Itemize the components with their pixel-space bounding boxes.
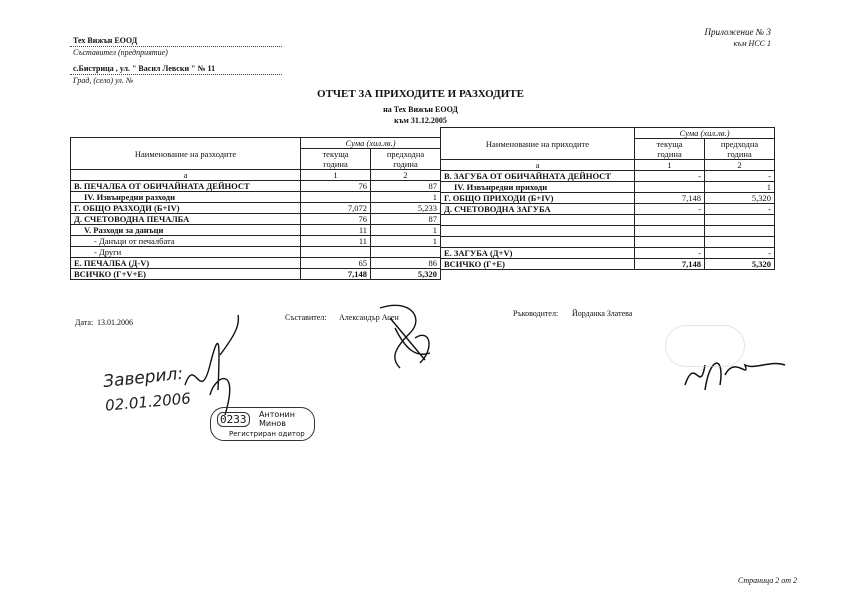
income-row	[441, 237, 775, 248]
expenses-row	[71, 225, 441, 236]
auditor-stamp-caption: Регистриран одитор	[229, 430, 305, 438]
income-row-label	[441, 237, 635, 248]
income-row-previous	[705, 226, 775, 237]
expenses-table	[70, 137, 441, 280]
income-index-1: 1	[635, 160, 705, 171]
expenses-row	[71, 181, 441, 192]
compiler-label: Съставител:	[285, 313, 327, 322]
company-underline	[70, 46, 282, 47]
expenses-row	[71, 258, 441, 269]
income-sum-header: Сума (хил.лв.)	[635, 128, 775, 139]
expenses-row-label: Д. СЧЕТОВОДНА ПЕЧАЛБА	[71, 214, 301, 225]
expenses-index-a: а	[71, 170, 301, 181]
income-row-previous: 5,320	[705, 259, 775, 270]
expenses-row-label: - Данъци от печалбата	[71, 236, 301, 247]
income-row-previous	[705, 237, 775, 248]
income-row-previous: -	[705, 248, 775, 259]
income-row-current: -	[635, 171, 705, 182]
income-row-previous	[705, 215, 775, 226]
certified-handwriting: Заверил:	[102, 363, 185, 393]
income-row-current	[635, 215, 705, 226]
expenses-row-previous: 5,233	[371, 203, 441, 214]
company-name: Тех Вижън ЕООД	[73, 36, 138, 45]
income-row	[441, 182, 775, 193]
expenses-current-header-1: текуща	[322, 149, 349, 159]
income-row-current	[635, 226, 705, 237]
page-number: Страница 2 от 2	[737, 576, 797, 585]
expenses-row-current: 11	[301, 236, 371, 247]
expenses-row-current	[301, 192, 371, 203]
expenses-row-previous	[371, 247, 441, 258]
expenses-index-1: 1	[301, 170, 371, 181]
income-row-previous: -	[705, 171, 775, 182]
expenses-row	[71, 269, 441, 280]
income-name-header: Наименование на приходите	[441, 128, 635, 160]
expenses-row-current: 7,148	[301, 269, 371, 280]
income-row-current: -	[635, 248, 705, 259]
expenses-name-header: Наименование на разходите	[71, 138, 301, 170]
income-table	[440, 127, 775, 270]
auditor-stamp	[210, 407, 315, 441]
expenses-row-label: ВСИЧКО (Г+V+Е)	[71, 269, 301, 280]
income-row	[441, 204, 775, 215]
income-row-label: Д. СЧЕТОВОДНА ЗАГУБА	[441, 204, 635, 215]
income-row	[441, 248, 775, 259]
income-row-previous: 1	[705, 182, 775, 193]
expenses-row-previous: 1	[371, 236, 441, 247]
report-subtitle-company: на Тех Вижън ЕООД	[383, 105, 458, 114]
company-caption: Съставител (предприятие)	[73, 48, 168, 57]
expenses-row	[71, 192, 441, 203]
income-row	[441, 171, 775, 182]
income-row-current	[635, 237, 705, 248]
report-subtitle-date: към 31.12.2005	[394, 116, 447, 125]
expenses-row-previous: 1	[371, 192, 441, 203]
expenses-row-current: 7,072	[301, 203, 371, 214]
income-row-label: В. ЗАГУБА ОТ ОБИЧАЙНАТА ДЕЙНОСТ	[441, 171, 635, 182]
expenses-row-label: IV. Извънредни разходи	[71, 192, 301, 203]
expenses-row	[71, 214, 441, 225]
income-row-current: 7,148	[635, 259, 705, 270]
address-underline	[70, 74, 282, 75]
expenses-row-previous: 5,320	[371, 269, 441, 280]
income-row-previous: -	[705, 204, 775, 215]
income-row-current: 7,148	[635, 193, 705, 204]
income-row-label	[441, 215, 635, 226]
expenses-row-label: - Други	[71, 247, 301, 258]
income-current-header-2: година	[657, 149, 682, 159]
expenses-index-2: 2	[371, 170, 441, 181]
expenses-row-previous: 86	[371, 258, 441, 269]
income-row	[441, 226, 775, 237]
compiler-name: Александър Асен	[339, 313, 399, 322]
faint-seal	[665, 325, 745, 367]
expenses-row-current: 11	[301, 225, 371, 236]
income-previous-header-1: предходна	[720, 139, 759, 149]
date-label: Дата:	[75, 318, 94, 327]
manager-label: Ръководител:	[513, 309, 559, 318]
expenses-row-current	[301, 247, 371, 258]
expenses-row-current: 65	[301, 258, 371, 269]
income-row-current: -	[635, 204, 705, 215]
income-previous-header-2: година	[727, 149, 752, 159]
expenses-row-current: 76	[301, 214, 371, 225]
address: с.Бистрица , ул. " Васил Левски " № 11	[73, 64, 216, 73]
income-row-label: IV. Извънредни приходи	[441, 182, 635, 193]
expenses-row-label: Г. ОБЩО РАЗХОДИ (Б+IV)	[71, 203, 301, 214]
expenses-row	[71, 236, 441, 247]
auditor-stamp-number: 0233	[217, 412, 250, 427]
expenses-row-previous: 1	[371, 225, 441, 236]
expenses-previous-header-1: предходна	[386, 149, 425, 159]
income-row-label: Е. ЗАГУБА (Д+V)	[441, 248, 635, 259]
date-value: 13.01.2006	[97, 318, 133, 327]
report-title: ОТЧЕТ ЗА ПРИХОДИТЕ И РАЗХОДИТЕ	[317, 88, 524, 100]
compiler-signature	[370, 298, 445, 373]
manager-name: Йорданка Златева	[572, 309, 633, 318]
appendix-line1: Приложение № 3	[704, 27, 771, 37]
expenses-sum-header: Сума (хил.лв.)	[301, 138, 441, 149]
auditor-stamp-name1: Антонин	[259, 410, 295, 419]
income-row-label	[441, 226, 635, 237]
expenses-row-label: В. ПЕЧАЛБА ОТ ОБИЧАЙНАТА ДЕЙНОСТ	[71, 181, 301, 192]
income-row-label: Г. ОБЩО ПРИХОДИ (Б+IV)	[441, 193, 635, 204]
expenses-current-header-2: година	[323, 159, 348, 169]
auditor-stamp-name2: Минов	[259, 419, 286, 428]
certified-date-handwriting: 02.01.2006	[104, 389, 192, 415]
expenses-row-label: Е. ПЕЧАЛБА (Д-V)	[71, 258, 301, 269]
expenses-row-current: 76	[301, 181, 371, 192]
expenses-row-previous: 87	[371, 214, 441, 225]
income-row	[441, 193, 775, 204]
expenses-row-previous: 87	[371, 181, 441, 192]
income-index-2: 2	[705, 160, 775, 171]
expenses-row-label: V. Разходи за данъци	[71, 225, 301, 236]
income-row	[441, 259, 775, 270]
expenses-row	[71, 247, 441, 258]
address-caption: Град, (село) ул. №	[73, 76, 134, 85]
income-current-header-1: текуща	[656, 139, 683, 149]
income-row-label: ВСИЧКО (Г+Е)	[441, 259, 635, 270]
expenses-previous-header-2: година	[393, 159, 418, 169]
expenses-row	[71, 203, 441, 214]
income-row	[441, 215, 775, 226]
income-index-a: а	[441, 160, 635, 171]
income-row-current	[635, 182, 705, 193]
income-row-previous: 5,320	[705, 193, 775, 204]
appendix-line2: към НСС 1	[733, 39, 771, 48]
